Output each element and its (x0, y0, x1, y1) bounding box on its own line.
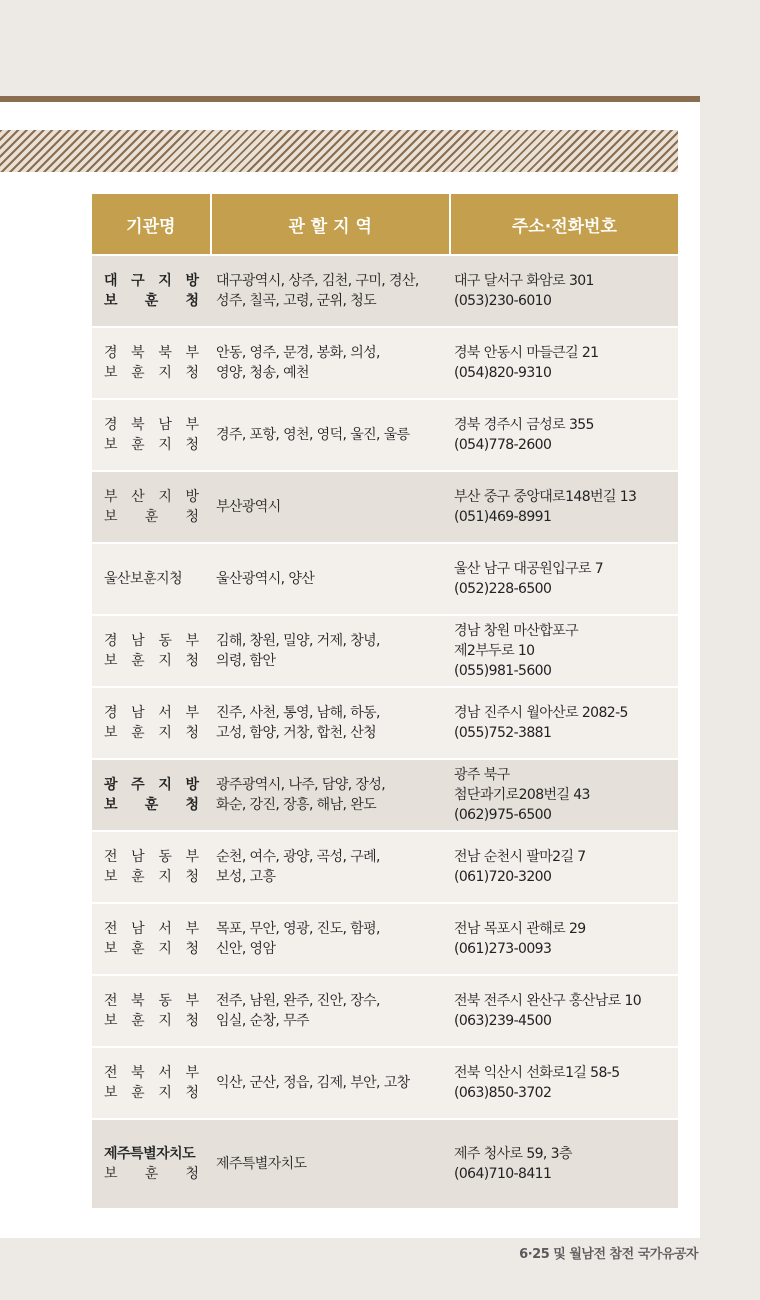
area-cell: 순천, 여수, 광양, 곡성, 구례, 보성, 고흥 (216, 849, 380, 885)
org-cell (92, 616, 210, 686)
org-line2: 보 훈 지 청 (104, 941, 200, 957)
org-cell (92, 256, 210, 326)
office-table (92, 194, 678, 1210)
org-line1: 광 주 지 방 (104, 777, 200, 793)
table-row (92, 256, 678, 328)
addr-cell: 부산 중구 중앙대로148번길 13 (051)469-8991 (454, 489, 637, 525)
area-cell: 익산, 군산, 정읍, 김제, 부안, 고창 (216, 1075, 410, 1091)
area-cell: 안동, 영주, 문경, 봉화, 의성, 영양, 청송, 예천 (216, 345, 380, 381)
org-line1: 경 북 북 부 (104, 345, 200, 361)
org-line2: 보 훈 청 (104, 1166, 200, 1182)
org-cell (92, 760, 210, 830)
area-cell: 제주특별자치도 (216, 1156, 307, 1172)
org-line2: 보 훈 청 (104, 797, 200, 813)
org-cell (92, 832, 210, 902)
area-cell: 목포, 무안, 영광, 진도, 함평, 신안, 영암 (216, 921, 380, 957)
area-cell: 울산광역시, 양산 (216, 571, 315, 587)
table-row (92, 904, 678, 976)
org-line2: 보 훈 청 (104, 509, 200, 525)
org-line2: 보 훈 지 청 (104, 1085, 200, 1101)
addr-cell: 경북 안동시 마들큰길 21 (054)820-9310 (454, 345, 599, 381)
area-cell: 전주, 남원, 완주, 진안, 장수, 임실, 순창, 무주 (216, 993, 380, 1029)
org-cell (92, 904, 210, 974)
addr-cell: 대구 달서구 화암로 301 (053)230-6010 (454, 273, 594, 309)
org-cell (92, 688, 210, 758)
org-line2: 보 훈 지 청 (104, 1013, 200, 1029)
org-line2: 보 훈 지 청 (104, 437, 200, 453)
addr-cell: 광주 북구 첨단과기로208번길 43 (062)975-6500 (454, 767, 590, 823)
addr-cell: 전남 순천시 팔마2길 7 (061)720-3200 (454, 849, 586, 885)
area-cell: 광주광역시, 나주, 담양, 장성, 화순, 강진, 장흥, 해남, 완도 (216, 777, 386, 813)
table-row (92, 1048, 678, 1120)
org-line2: 보 훈 지 청 (104, 869, 200, 885)
table-row (92, 616, 678, 688)
table-row (92, 544, 678, 616)
table-row (92, 688, 678, 760)
org-cell (92, 328, 210, 398)
addr-cell: 제주 청사로 59, 3층 (064)710-8411 (454, 1146, 572, 1182)
area-cell: 부산광역시 (216, 499, 281, 515)
org-line1: 경 남 동 부 (104, 633, 200, 649)
org-line1: 제주특별자치도 (104, 1146, 196, 1162)
area-cell: 경주, 포항, 영천, 영덕, 울진, 울릉 (216, 427, 410, 443)
header-org: 기관명 (126, 216, 176, 237)
org-line1: 울산보훈지청 (104, 571, 183, 587)
org-line2: 보 훈 청 (104, 293, 200, 309)
org-line1: 전 북 서 부 (104, 1065, 200, 1081)
org-line1: 부 산 지 방 (104, 489, 200, 505)
addr-cell: 전남 목포시 관해로 29 (061)273-0093 (454, 921, 586, 957)
addr-cell: 경남 진주시 월아산로 2082-5 (055)752-3881 (454, 705, 628, 741)
header-addr: 주소·전화번호 (449, 194, 678, 254)
addr-cell: 경북 경주시 금성로 355 (054)778-2600 (454, 417, 594, 453)
org-cell (92, 472, 210, 542)
org-line1: 전 북 동 부 (104, 993, 200, 1009)
table-row (92, 760, 678, 832)
org-line1: 전 남 서 부 (104, 921, 200, 937)
area-cell: 진주, 사천, 통영, 남해, 하동, 고성, 함양, 거창, 합천, 산청 (216, 705, 380, 741)
org-line1: 전 남 동 부 (104, 849, 200, 865)
org-cell (92, 976, 210, 1046)
header-area: 관 할 지 역 (210, 194, 449, 254)
org-line1: 대 구 지 방 (104, 273, 200, 289)
table-row (92, 472, 678, 544)
addr-cell: 전북 익산시 선화로1길 58-5 (063)850-3702 (454, 1065, 620, 1101)
hatched-title-bar (0, 130, 678, 172)
table-row (92, 976, 678, 1048)
org-line2: 보 훈 지 청 (104, 725, 200, 741)
org-cell (92, 1120, 210, 1208)
area-cell: 대구광역시, 상주, 김천, 구미, 경산, 성주, 칠곡, 고령, 군위, 청도 (216, 273, 419, 309)
org-line1: 경 북 남 부 (104, 417, 200, 433)
addr-cell: 경남 창원 마산합포구 제2부두로 10 (055)981-5600 (454, 623, 579, 679)
area-cell: 김해, 창원, 밀양, 거제, 창녕, 의령, 함안 (216, 633, 380, 669)
table-row (92, 328, 678, 400)
table-row (92, 1120, 678, 1210)
org-cell (92, 400, 210, 470)
table-row (92, 400, 678, 472)
table-header (92, 194, 678, 256)
right-margin-band (700, 0, 760, 1300)
addr-cell: 울산 남구 대공원입구로 7 (052)228-6500 (454, 561, 604, 597)
addr-cell: 전북 전주시 완산구 홍산남로 10 (063)239-4500 (454, 993, 642, 1029)
org-line2: 보 훈 지 청 (104, 365, 200, 381)
org-line1: 경 남 서 부 (104, 705, 200, 721)
org-line2: 보 훈 지 청 (104, 653, 200, 669)
top-band (0, 0, 700, 96)
footer-title: 6·25 및 월남전 참전 국가유공자 (519, 1247, 698, 1262)
table-row (92, 832, 678, 904)
org-cell (92, 1048, 210, 1118)
top-rule (0, 96, 700, 102)
org-cell (92, 544, 210, 614)
